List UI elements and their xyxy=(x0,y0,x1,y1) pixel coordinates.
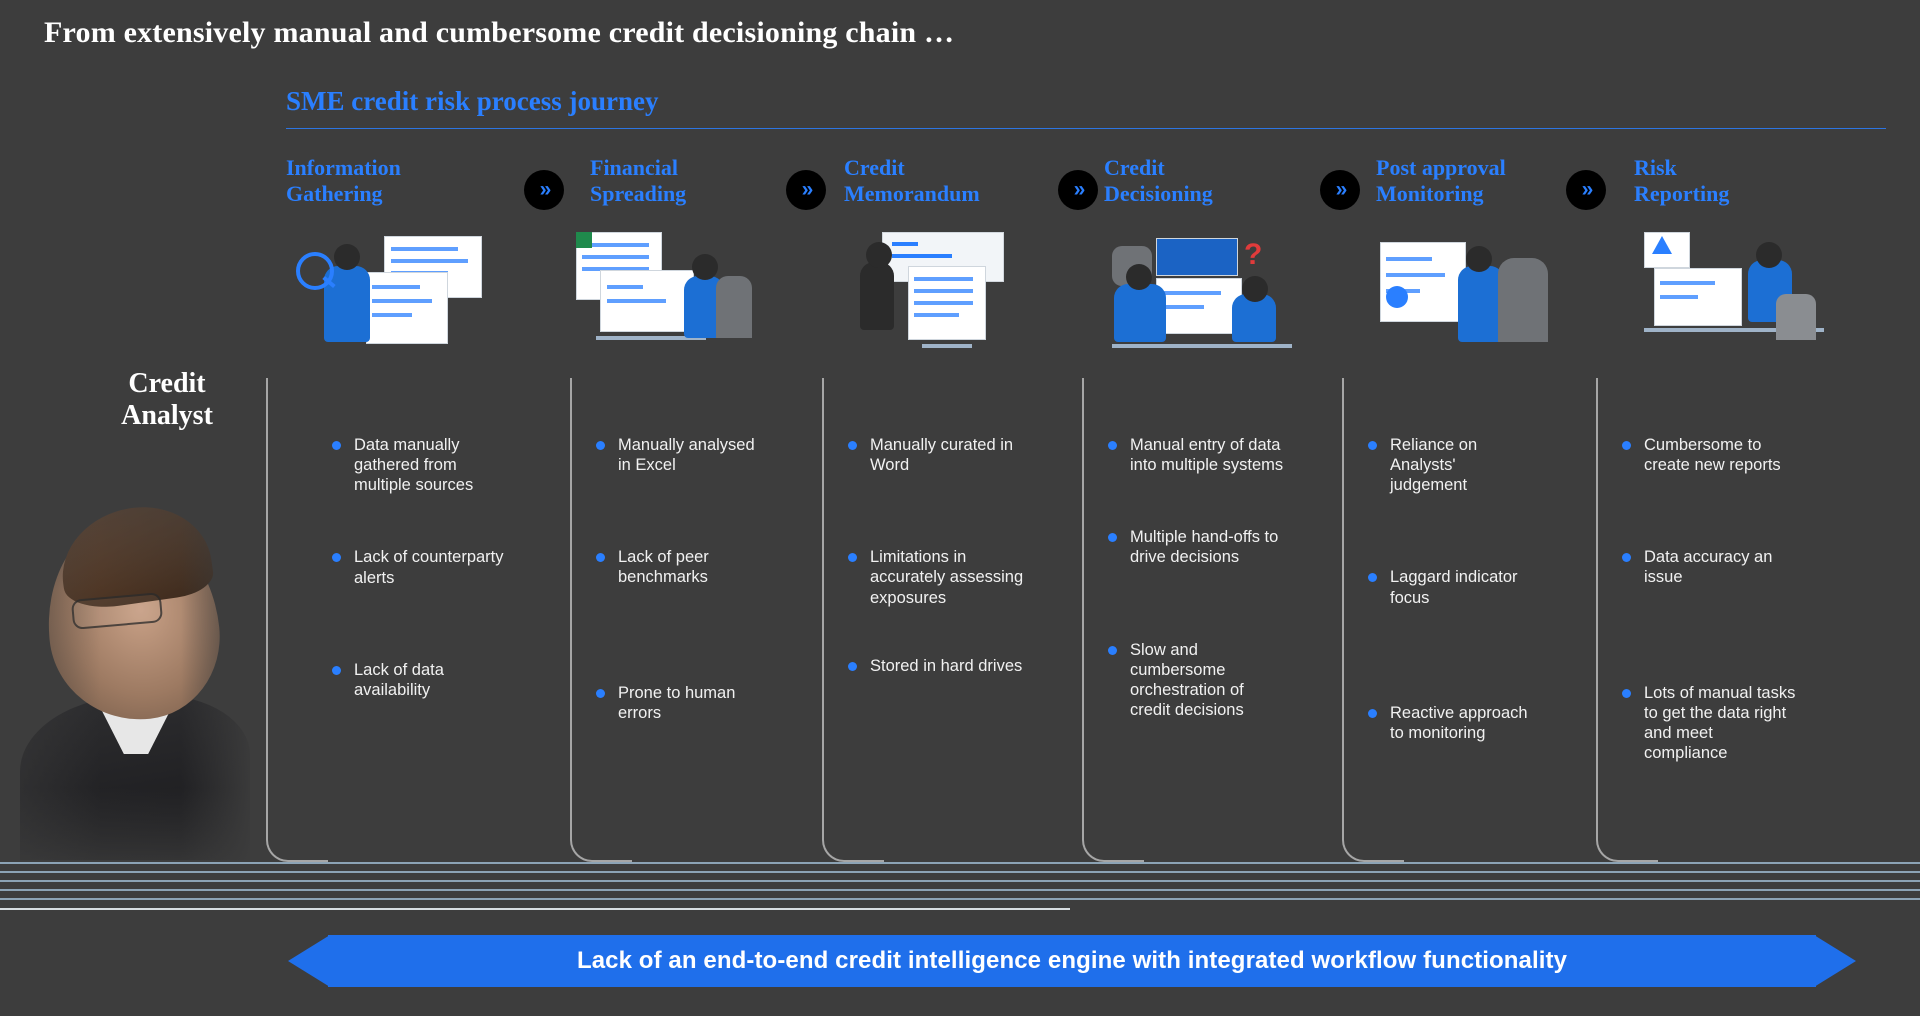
stage-bullets-4 xyxy=(1106,435,1286,720)
illus4-person-left-head xyxy=(1126,264,1152,290)
stage-column-credit-decisioning xyxy=(1104,155,1354,207)
stage-bullets-3 xyxy=(846,435,1026,676)
stage-bullets-5 xyxy=(1366,435,1536,743)
stage-title-5-line1: Post approval xyxy=(1376,155,1506,180)
stage-spine-foot-1 xyxy=(266,818,328,862)
stage-title-2-line2: Spreading xyxy=(590,180,687,206)
bullet-item xyxy=(1620,683,1800,764)
bullet-dot xyxy=(332,666,341,675)
illus1-doc-front xyxy=(366,272,448,344)
stage-illustration-5 xyxy=(1380,232,1570,352)
bullet-dot xyxy=(1368,709,1377,718)
bullet-dot xyxy=(1368,573,1377,582)
illus5-chair xyxy=(1498,258,1548,342)
illus6-monitor xyxy=(1654,268,1742,326)
excel-icon xyxy=(576,232,592,248)
bullet-item xyxy=(1366,567,1536,607)
bullet-text: Reliance on Analysts' judgement xyxy=(1390,436,1478,495)
chevron-separator-2: » xyxy=(786,170,826,210)
stage-title-6-line1: Risk xyxy=(1634,155,1677,180)
illus5-person-head xyxy=(1466,246,1492,272)
warning-triangle-icon xyxy=(1652,236,1672,254)
persona-label-line2: Analyst xyxy=(121,400,213,432)
illus4-person-left xyxy=(1114,284,1166,342)
bullet-dot xyxy=(1108,441,1117,450)
rail-line xyxy=(0,862,1920,864)
illus2-chair xyxy=(716,276,752,338)
stage-spine-5 xyxy=(1342,378,1344,818)
section-title-rule xyxy=(286,128,1886,129)
stage-spine-foot-6 xyxy=(1596,818,1658,862)
bullet-text: Reactive approach to monitoring xyxy=(1390,703,1528,742)
bullet-dot xyxy=(332,441,341,450)
bullet-text: Lack of data availability xyxy=(354,660,444,699)
stage-illustration-3 xyxy=(852,232,1042,352)
persona-label-line1: Credit xyxy=(128,368,206,399)
illus4-monitor xyxy=(1156,278,1242,334)
stage-title-5-line2: Monitoring xyxy=(1376,180,1484,206)
persona-label xyxy=(72,368,262,432)
illus3-document xyxy=(908,266,986,340)
stage-title-6-line2: Reporting xyxy=(1634,180,1730,206)
bullet-dot xyxy=(1622,441,1631,450)
stage-column-risk-reporting xyxy=(1634,155,1884,207)
bullet-item xyxy=(1366,435,1536,495)
bullet-item xyxy=(846,435,1026,475)
rail-line-highlight xyxy=(0,908,1070,910)
bullet-dot xyxy=(1108,533,1117,542)
stage-spine-foot-2 xyxy=(570,818,632,862)
bullet-dot xyxy=(332,553,341,562)
stage-spine-foot-3 xyxy=(822,818,884,862)
bullet-dot xyxy=(1108,646,1117,655)
illus6-person-head xyxy=(1756,242,1782,268)
bullet-text: Limitations in accurately assessing exposures xyxy=(870,548,1024,607)
bullet-item xyxy=(594,547,769,587)
bullet-text: Multiple hand-offs to drive decisions xyxy=(1130,528,1279,567)
bullet-item xyxy=(1620,435,1800,475)
bullet-text: Data accuracy an issue xyxy=(1644,548,1773,587)
bullet-dot xyxy=(596,441,605,450)
bullet-dot xyxy=(1622,689,1631,698)
stage-title-3-line2: Memorandum xyxy=(844,180,980,206)
stage-bullets-6 xyxy=(1620,435,1800,763)
stage-spine-6 xyxy=(1596,378,1598,818)
gear-icon xyxy=(1386,286,1408,308)
rail-line xyxy=(0,871,1920,873)
bullet-dot xyxy=(596,553,605,562)
stage-spine-foot-4 xyxy=(1082,818,1144,862)
section-title: SME credit risk process journey xyxy=(286,86,659,116)
illus4-chat-panel xyxy=(1156,238,1238,276)
bullet-text: Laggard indicator focus xyxy=(1390,568,1518,607)
bottom-arrow-banner xyxy=(288,935,1856,987)
bullet-dot xyxy=(848,553,857,562)
bullet-item xyxy=(594,683,769,723)
rail-line xyxy=(0,898,1920,900)
bullet-text: Manually analysed in Excel xyxy=(618,436,755,475)
persona-image-fade xyxy=(20,500,250,860)
bullet-text: Lack of peer benchmarks xyxy=(618,548,709,587)
stage-title-4 xyxy=(1104,155,1354,207)
stage-title-4-line2: Decisioning xyxy=(1104,180,1213,206)
stage-title-2-line1: Financial xyxy=(590,155,679,180)
stage-title-1-line1: Information xyxy=(286,155,401,180)
bullet-item xyxy=(1106,640,1286,721)
bullet-item xyxy=(330,435,505,495)
stage-title-3-line1: Credit xyxy=(844,155,905,180)
illus3-person-head xyxy=(866,242,892,268)
question-mark-icon: ? xyxy=(1244,238,1263,271)
bullet-text: Lots of manual tasks to get the data right and meet compliance xyxy=(1644,683,1796,762)
stage-spine-2 xyxy=(570,378,572,818)
persona-portrait-image xyxy=(20,500,250,860)
stage-bullets-1 xyxy=(330,435,505,700)
illus3-person-body xyxy=(860,262,894,330)
stage-spine-foot-5 xyxy=(1342,818,1404,862)
bullet-item xyxy=(1620,547,1800,587)
bullet-dot xyxy=(596,689,605,698)
bullet-text: Lack of counterparty alerts xyxy=(354,548,504,587)
stage-title-1 xyxy=(286,155,536,207)
bullet-text: Manual entry of data into multiple systems xyxy=(1130,436,1284,475)
bullet-text: Prone to human errors xyxy=(618,683,736,722)
illus5-dashboard xyxy=(1380,242,1466,322)
stage-illustration-1 xyxy=(296,232,486,352)
bullet-dot xyxy=(1622,553,1631,562)
bullet-dot xyxy=(848,441,857,450)
bottom-rail-group xyxy=(0,862,1920,922)
chevron-separator-4: » xyxy=(1320,170,1360,210)
bullet-item xyxy=(594,435,769,475)
illus4-desk xyxy=(1112,344,1292,348)
stage-title-6 xyxy=(1634,155,1884,207)
stage-bullets-2 xyxy=(594,435,769,723)
stage-spine-1 xyxy=(266,378,268,818)
illus2-person-head xyxy=(692,254,718,280)
chevron-separator-5: » xyxy=(1566,170,1606,210)
bullet-item xyxy=(846,656,1026,676)
banner-label: Lack of an end-to-end credit intelligence engine with integrated workflow functionality xyxy=(576,947,1568,974)
bullet-text: Stored in hard drives xyxy=(870,656,1023,675)
slide-headline: From extensively manual and cumbersome credit decisioning chain … xyxy=(44,16,955,49)
bullet-item xyxy=(1366,703,1536,743)
chevron-separator-3: » xyxy=(1058,170,1098,210)
rail-line xyxy=(0,880,1920,882)
bullet-item xyxy=(330,660,505,700)
bullet-item xyxy=(330,547,505,587)
stage-illustration-2 xyxy=(576,232,766,352)
stage-illustration-4 xyxy=(1112,232,1302,352)
illus1-person-head xyxy=(334,244,360,270)
bullet-text: Cumbersome to create new reports xyxy=(1644,436,1781,475)
bullet-item xyxy=(1106,527,1286,567)
stage-column-credit-memorandum xyxy=(844,155,1094,207)
stage-title-3 xyxy=(844,155,1094,207)
stage-spine-4 xyxy=(1082,378,1084,818)
illus6-chair xyxy=(1776,294,1816,340)
bullet-text: Data manually gathered from multiple sources xyxy=(354,436,474,495)
bullet-text: Manually curated in Word xyxy=(870,436,1014,475)
bullet-text: Slow and cumbersome orchestration of credit decisions xyxy=(1130,640,1244,719)
rail-line xyxy=(0,889,1920,891)
bullet-dot xyxy=(1368,441,1377,450)
stage-title-4-line1: Credit xyxy=(1104,155,1165,180)
stage-column-information-gathering xyxy=(286,155,536,207)
illus4-person-right-head xyxy=(1242,276,1268,302)
illus2-monitor xyxy=(600,270,694,332)
stage-illustration-6 xyxy=(1644,232,1834,352)
illus3-stand xyxy=(922,344,972,348)
stage-title-1-line2: Gathering xyxy=(286,180,383,206)
bullet-dot xyxy=(848,662,857,671)
stage-spine-3 xyxy=(822,378,824,818)
chevron-separator-1: » xyxy=(524,170,564,210)
bullet-item xyxy=(846,547,1026,607)
bullet-item xyxy=(1106,435,1286,475)
